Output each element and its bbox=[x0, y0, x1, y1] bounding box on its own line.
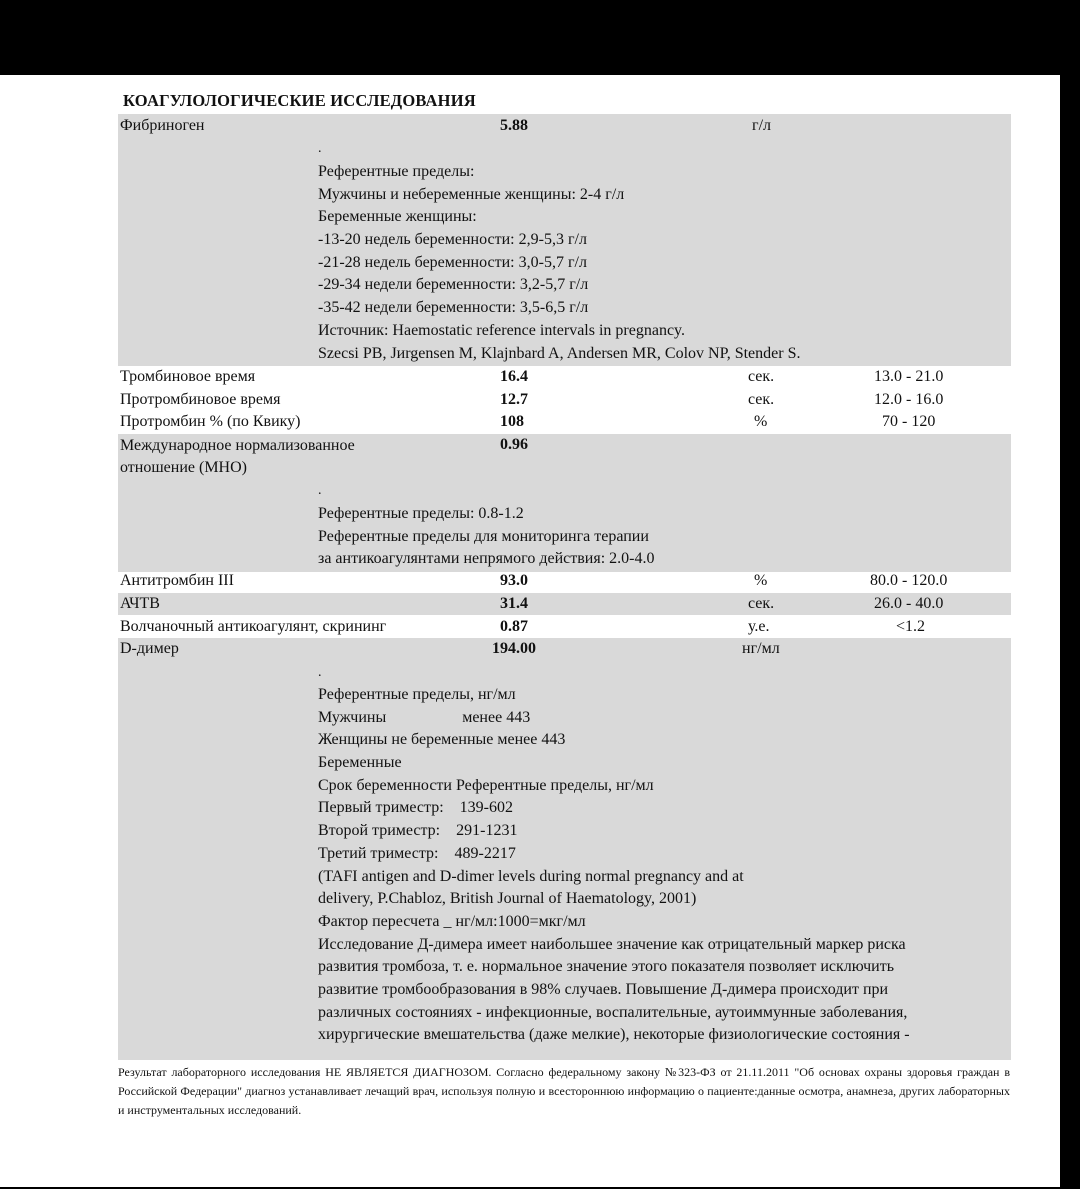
analyte-name: АЧТВ bbox=[120, 595, 160, 612]
result-value: 0.96 bbox=[500, 436, 528, 453]
report-page bbox=[0, 75, 1060, 1187]
analyte-name: Протромбиновое время bbox=[120, 391, 281, 408]
row-thrombin-time bbox=[118, 366, 1011, 389]
note-line: Второй триместр: 291-1231 bbox=[318, 822, 518, 840]
analyte-name: Антитромбин III bbox=[120, 572, 234, 589]
unit: сек. bbox=[748, 595, 775, 612]
note-line: -29-34 недели беременности: 3,2-5,7 г/л bbox=[318, 276, 589, 294]
note-line: -35-42 недели беременности: 3,5-6,5 г/л bbox=[318, 299, 589, 317]
reference-range: 70 - 120 bbox=[882, 413, 936, 430]
analyte-name: Волчаночный антикоагулянт, скрининг bbox=[120, 618, 387, 635]
result-value: 93.0 bbox=[500, 572, 528, 589]
note-line: Беременные женщины: bbox=[318, 208, 477, 226]
row-aptt bbox=[118, 593, 1011, 616]
analyte-name-line: Международное нормализованное bbox=[120, 437, 355, 454]
reference-range: 80.0 - 120.0 bbox=[870, 572, 948, 589]
note-line: Источник: Haemostatic reference intervals in pregnancy. bbox=[318, 321, 686, 339]
note-line: Референтные пределы, нг/мл bbox=[318, 686, 516, 703]
unit: % bbox=[754, 572, 768, 589]
note-line: хирургические вмешательства (даже мелкие), некоторые физиологические состояния - bbox=[318, 1026, 910, 1044]
row-prothrombin-time bbox=[118, 389, 1011, 412]
reference-range: <1.2 bbox=[896, 618, 926, 635]
reference-range: 26.0 - 40.0 bbox=[874, 595, 944, 612]
note-line: -21-28 недель беременности: 3,0-5,7 г/л bbox=[318, 253, 587, 271]
note-line: Мужчины менее 443 bbox=[318, 708, 531, 726]
row-lupus-anticoagulant bbox=[118, 616, 1011, 639]
row-antithrombin bbox=[118, 570, 1011, 593]
unit: у.е. bbox=[748, 618, 770, 635]
analyte-name: Тромбиновое время bbox=[120, 368, 256, 385]
note-line: Референтные пределы: 0.8-1.2 bbox=[318, 505, 524, 522]
row-inr bbox=[118, 434, 1011, 457]
result-value: 16.4 bbox=[500, 368, 528, 385]
note-line: Szecsi PB, Jиrgensen M, Klajnbard A, Andersen MR, Colov NP, Stender S. bbox=[318, 344, 801, 362]
result-value: 108 bbox=[500, 413, 524, 430]
unit: нг/мл bbox=[742, 640, 780, 657]
note-line: Фактор пересчета _ нг/мл:1000=мкг/мл bbox=[318, 912, 586, 930]
separator-dot: . bbox=[318, 483, 322, 498]
reference-range: 12.0 - 16.0 bbox=[874, 391, 944, 408]
unit: % bbox=[754, 413, 768, 430]
note-line: развития тромбоза, т. е. нормальное значение этого показателя позволяет исключить bbox=[318, 958, 895, 976]
section-title: КОАГУЛОЛОГИЧЕСКИЕ ИССЛЕДОВАНИЯ bbox=[123, 91, 476, 110]
unit: г/л bbox=[752, 117, 771, 134]
row-prothrombin-quick bbox=[118, 411, 1011, 434]
d-dimer-reference-note bbox=[318, 684, 910, 1047]
analyte-name: Протромбин % (по Квику) bbox=[120, 413, 301, 430]
result-value: 194.00 bbox=[492, 640, 536, 657]
analyte-name: D-димер bbox=[120, 640, 179, 657]
row-d-dimer bbox=[118, 638, 1011, 661]
note-line: (TAFI antigen and D-dimer levels during normal pregnancy and at bbox=[318, 867, 744, 885]
legal-disclaimer: Результат лабораторного исследования НЕ ЯВЛЯЕТСЯ ДИАГНОЗОМ. Согласно федеральному закону №323-ФЗ от 21.11.2011 "Об основах охраны здоровья граждан в Российской Федерации" диагноз устанавливает лечащий врач, используя полную и всестороннюю информацию о пациенте:данные осмотра, анамнеза, других лабораторных и инструментальных исследований. bbox=[118, 1065, 1010, 1117]
note-line: различных состояниях - инфекционные, воспалительные, аутоиммунные заболевания, bbox=[318, 1003, 908, 1021]
separator-dot: . bbox=[318, 141, 322, 156]
analyte-name-line: отношение (МНО) bbox=[120, 459, 247, 476]
result-value: 5.88 bbox=[500, 117, 528, 134]
note-line: Исследование Д-димера имеет наибольшее значение как отрицательный маркер риска bbox=[318, 935, 906, 953]
result-value: 0.87 bbox=[500, 618, 528, 635]
result-value: 12.7 bbox=[500, 391, 528, 408]
note-line: Мужчины и небеременные женщины: 2-4 г/л bbox=[318, 185, 625, 203]
reference-range: 13.0 - 21.0 bbox=[874, 368, 944, 385]
note-line: delivery, P.Chabloz, British Journal of Haematology, 2001) bbox=[318, 890, 697, 908]
inr-reference-note bbox=[318, 503, 654, 571]
note-line: Референтные пределы для мониторинга терапии bbox=[318, 527, 649, 545]
note-line: Беременные bbox=[318, 754, 402, 772]
note-line: Референтные пределы: bbox=[318, 163, 475, 180]
result-value: 31.4 bbox=[500, 595, 528, 612]
note-line: Срок беременности Референтные пределы, нг/мл bbox=[318, 776, 654, 794]
note-line: за антикоагулянтами непрямого действия: 2.0-4.0 bbox=[318, 550, 655, 568]
unit: сек. bbox=[748, 368, 775, 385]
note-line: Третий триместр: 489-2217 bbox=[318, 844, 516, 862]
row-fibrinogen bbox=[118, 115, 1011, 138]
unit: сек. bbox=[748, 391, 775, 408]
note-line: развитие тромбообразования в 98% случаев. Повышение Д-димера происходит при bbox=[318, 980, 889, 998]
fibrinogen-reference-note bbox=[318, 161, 800, 365]
note-line: Женщины не беременные менее 443 bbox=[318, 731, 566, 749]
note-line: -13-20 недель беременности: 2,9-5,3 г/л bbox=[318, 231, 587, 249]
separator-dot: . bbox=[318, 665, 322, 680]
analyte-name: Фибриноген bbox=[120, 117, 205, 134]
note-line: Первый триместр: 139-602 bbox=[318, 799, 513, 817]
